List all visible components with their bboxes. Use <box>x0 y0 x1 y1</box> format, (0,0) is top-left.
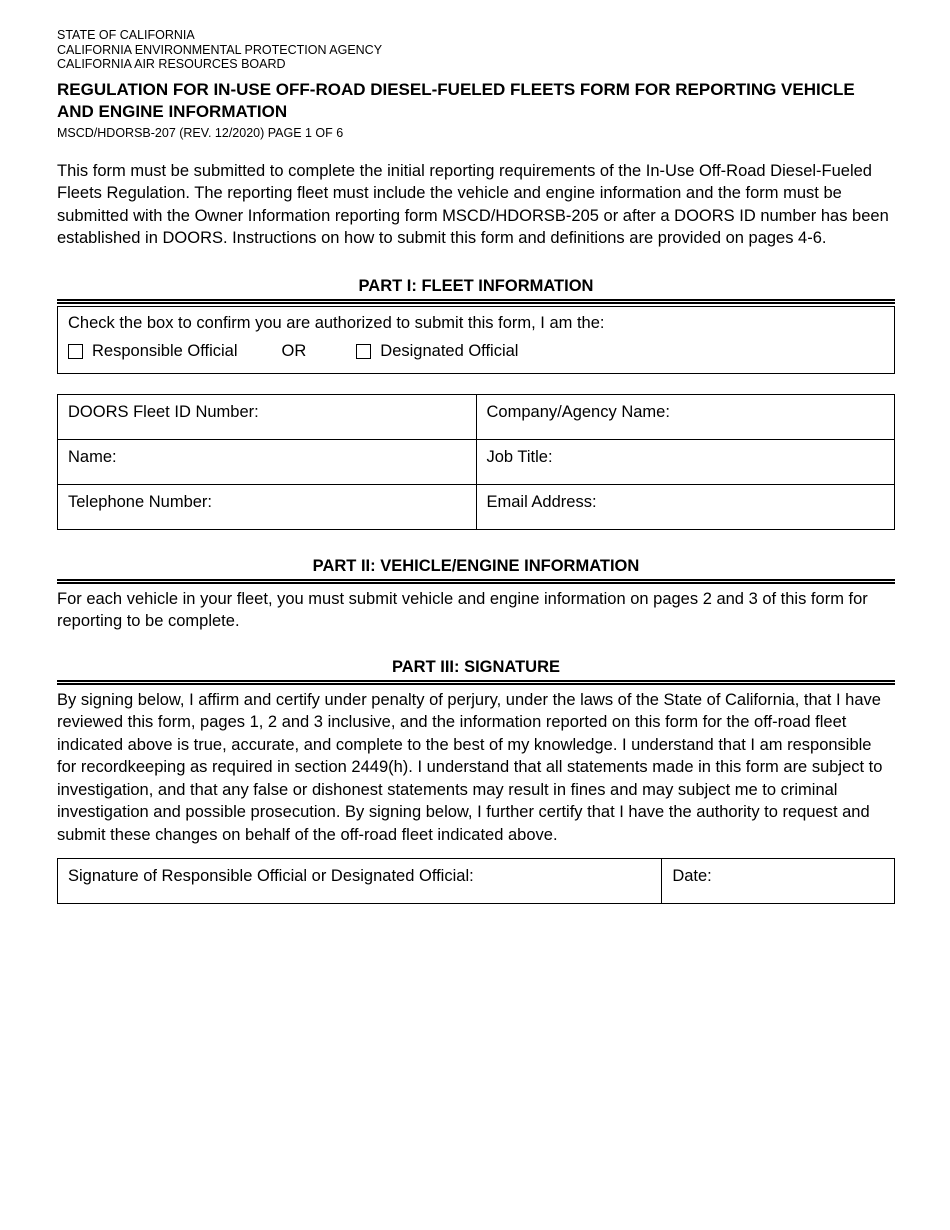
intro-paragraph: This form must be submitted to complete the initial reporting requirements of the In-Use Off-Road Diesel-Fueled Fleets Regulation. The reporting fleet must include the vehicle and engine information and the form must be submitted with the Owner Information reporting form MSCD/HDORSB-205 or after a DOORS ID number has been established in DOORS. Instructions on how to submit this form and definitions are provided on pages 4-6. <box>57 161 889 247</box>
agency-line-state: STATE OF CALIFORNIA <box>57 28 195 42</box>
authorization-options-row <box>68 340 884 363</box>
form-number: MSCD/HDORSB-207 (REV. 12/2020) PAGE 1 OF 6 <box>57 125 344 140</box>
designated-official-label: Designated Official <box>380 341 519 360</box>
responsible-official-label: Responsible Official <box>92 341 238 360</box>
agency-line-epa: CALIFORNIA ENVIRONMENTAL PROTECTION AGENCY <box>57 42 383 57</box>
responsible-official-checkbox[interactable] <box>68 344 83 359</box>
table-row <box>58 394 895 439</box>
agency-line-arb: CALIFORNIA AIR RESOURCES BOARD <box>57 57 286 71</box>
page-header <box>57 28 895 141</box>
field-cell-doors-fleet-id[interactable] <box>58 394 477 439</box>
field-label-name: Name: <box>68 447 117 466</box>
signature-field-label: Signature of Responsible Official or Designated Official: <box>68 867 474 885</box>
part1-heading: PART I: FLEET INFORMATION <box>358 276 594 295</box>
field-cell-name[interactable] <box>58 439 477 484</box>
field-cell-company-agency-name[interactable] <box>476 394 895 439</box>
part3-paragraph: By signing below, I affirm and certify under penalty of perjury, under the laws of the State of California, that I have reviewed this form, pages 1, 2 and 3 inclusive, and the information reported on this form for the off-road fleet indicated above is true, accurate, and complete to the best of my knowledge. I understand that I am responsible for recordkeeping as required in section 2449(h). I understand that all statements made in this form are subject to investigation, and that any false or dishonest statements may result in fines and may subject me to criminal investigation and possible prosecution. By signing below, I further certify that I have the authority to request and submit these changes on behalf of the off-road fleet indicated above. <box>57 690 883 844</box>
field-cell-telephone-number[interactable] <box>58 484 477 529</box>
signature-field-cell[interactable] <box>58 859 662 904</box>
part2-divider <box>57 579 895 584</box>
or-label: OR <box>281 341 307 360</box>
date-field-label: Date: <box>672 867 712 885</box>
part1-divider <box>57 299 895 304</box>
field-cell-email-address[interactable] <box>476 484 895 529</box>
fleet-information-table <box>57 394 895 530</box>
form-title: REGULATION FOR IN-USE OFF-ROAD DIESEL-FUELED FLEETS FORM FOR REPORTING VEHICLE AND ENGINE INFORMATION <box>57 79 855 121</box>
authorization-prompt: Check the box to confirm you are authorized to submit this form, I am the: <box>68 313 605 332</box>
field-label-telephone-number: Telephone Number: <box>68 492 213 511</box>
field-label-company-agency-name: Company/Agency Name: <box>486 402 670 421</box>
table-row <box>58 484 895 529</box>
field-label-job-title: Job Title: <box>486 447 553 466</box>
field-label-doors-fleet-id: DOORS Fleet ID Number: <box>68 402 259 421</box>
table-row <box>58 439 895 484</box>
designated-official-checkbox[interactable] <box>356 344 371 359</box>
signature-table <box>57 858 895 904</box>
part3-divider <box>57 680 895 685</box>
table-row <box>58 859 895 904</box>
field-label-email-address: Email Address: <box>486 492 597 511</box>
part2-paragraph: For each vehicle in your fleet, you must submit vehicle and engine information on pages 2 and 3 of this form for reporting to be complete. <box>57 589 868 630</box>
field-cell-job-title[interactable] <box>476 439 895 484</box>
authorization-box <box>57 306 895 374</box>
part2-heading: PART II: VEHICLE/ENGINE INFORMATION <box>312 556 640 575</box>
part3-heading: PART III: SIGNATURE <box>391 657 561 676</box>
date-field-cell[interactable] <box>662 859 895 904</box>
